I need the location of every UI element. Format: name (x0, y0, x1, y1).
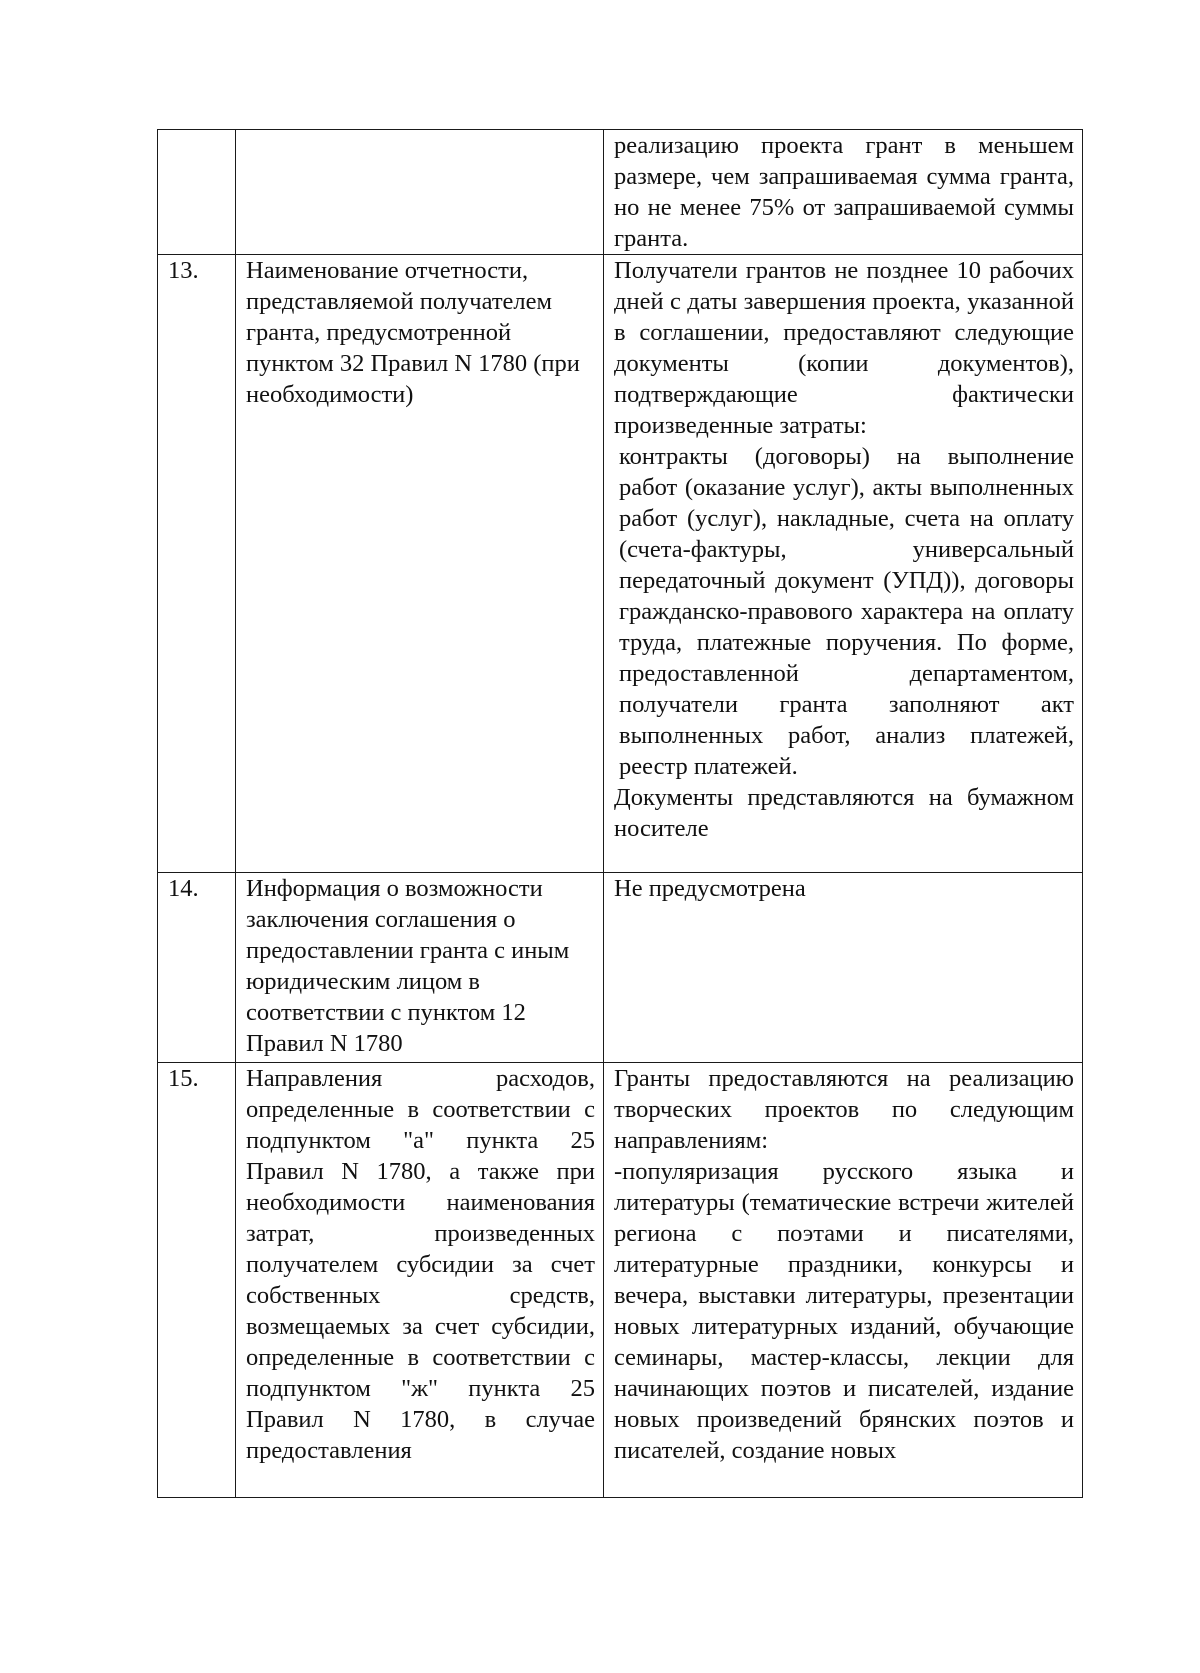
row-value-paragraph: Не предусмотрена (614, 875, 806, 902)
row-value-paragraph: Гранты предоставляются на реализацию творческих проектов по следующим направлениям: (614, 1065, 1074, 1154)
row-number-cell: 15. (158, 1063, 236, 1498)
table-row (158, 255, 1083, 873)
table-row (158, 873, 1083, 1063)
table-row (158, 130, 1083, 255)
row-value-paragraph: контракты (договоры) на выполнение работ (оказание услуг), акты выполненных работ (услуг), накладные, счета на оплату (счета-фактуры, универсальный передаточный документ (УПД)), договоры гражданско-правового характера на оплату труда, платежные поручения. По форме, предоставленной департаментом, получатели гранта заполняют акт выполненных работ, анализ платежей, реестр платежей. (619, 443, 1074, 780)
row-value-cell (604, 873, 1083, 1063)
table-row (158, 1063, 1083, 1498)
row-number-cell (158, 130, 236, 255)
row-name-cell: Наименование отчетности, представляемой получателем гранта, предусмотренной пунктом 32 Правил N 1780 (при необходимости) (236, 255, 604, 873)
row-value-paragraph: Получатели грантов не позднее 10 рабочих дней с даты завершения проекта, указанной в соглашении, предоставляют следующие документы (копии документов), подтверждающие фактически произведенные затраты: (614, 257, 1074, 439)
row-name-cell (236, 130, 604, 255)
row-number-cell: 14. (158, 873, 236, 1063)
row-number-cell: 13. (158, 255, 236, 873)
row-name-cell: Информация о возможности заключения соглашения о предоставлении гранта с иным юридическим лицом в соответствии с пунктом 12 Правил N 1780 (236, 873, 604, 1063)
row-value-cell (604, 1063, 1083, 1498)
row-value-paragraph: -популяризация русского языка и литературы (тематические встречи жителей региона с поэтами и писателями, литературные праздники, конкурсы и вечера, выставки литературы, презентации новых литературных изданий, обучающие семинары, мастер-классы, лекции для начинающих поэтов и писателей, издание новых произведений брянских поэтов и писателей, создание новых (614, 1158, 1074, 1464)
row-name-cell: Направления расходов, определенные в соответствии с подпунктом "а" пункта 25 Правил N 1780, а также при необходимости наименования затрат, произведенных получателем субсидии за счет собственных средств, возмещаемых за счет субсидии, определенные в соответствии с подпунктом "ж" пункта 25 Правил N 1780, в случае предоставления (236, 1063, 604, 1498)
requirements-table (157, 129, 1083, 1498)
row-value-paragraph: Документы представляются на бумажном носителе (614, 784, 1074, 842)
row-value-cell (604, 130, 1083, 255)
row-value-cell (604, 255, 1083, 873)
row-value-paragraph: реализацию проекта грант в меньшем размере, чем запрашиваемая сумма гранта, но не менее 75% от запрашиваемой суммы гранта. (614, 132, 1074, 252)
